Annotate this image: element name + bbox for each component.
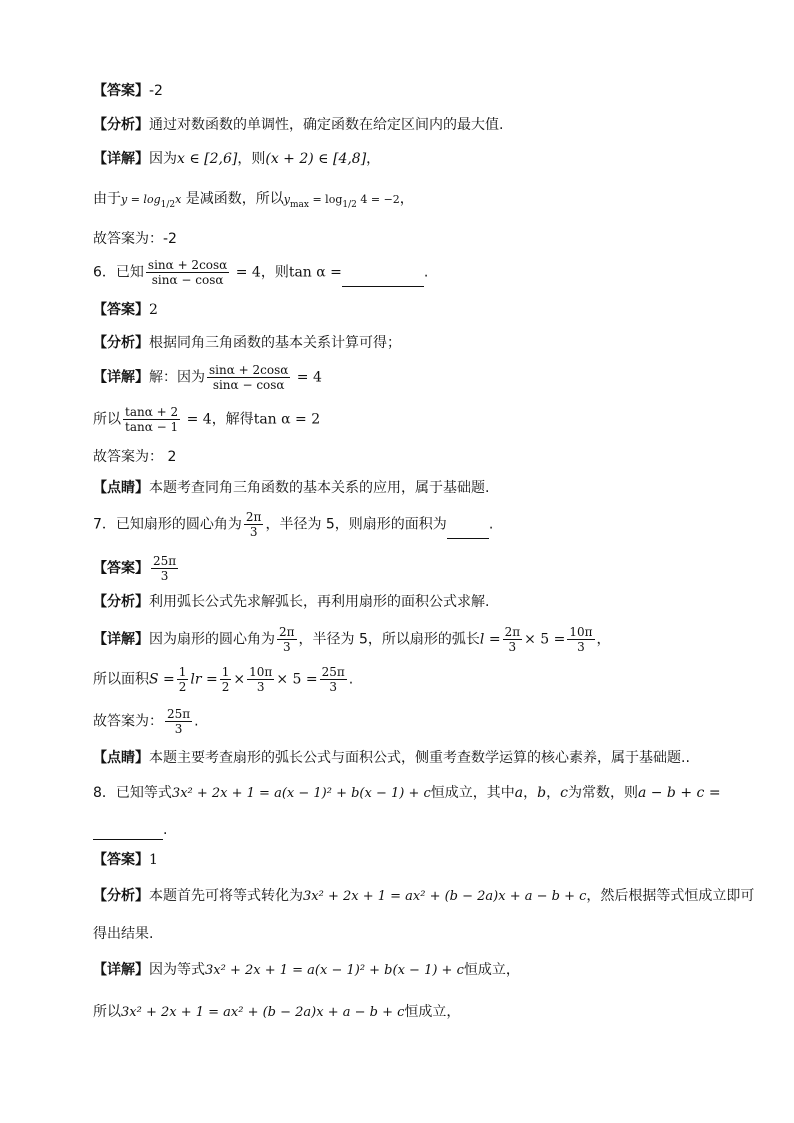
comment-line xyxy=(93,748,690,768)
fraction-den: 3 xyxy=(160,569,169,583)
question-6 xyxy=(93,258,428,287)
fraction xyxy=(177,665,189,694)
answer-blank xyxy=(93,825,163,840)
fraction-num: tanα + 2 xyxy=(125,405,179,419)
fraction xyxy=(207,363,290,392)
detail-tag: 【详解】 xyxy=(93,631,149,648)
fraction-den: 3 xyxy=(256,680,265,694)
answer-value: 1 xyxy=(149,852,158,868)
detail-text: 因为扇形的圆心角为 xyxy=(149,631,275,648)
math-expr: × xyxy=(233,671,246,688)
conclusion-line xyxy=(93,229,177,249)
detail-tag: 【详解】 xyxy=(93,151,149,167)
analysis-text: ，然后根据等式恒成立即可 xyxy=(586,888,755,904)
analysis-line xyxy=(93,115,503,135)
detail-line xyxy=(93,189,414,215)
question-text: 恒成立，其中 xyxy=(430,785,515,801)
fraction xyxy=(244,510,264,539)
question-text: 7．已知扇形的圆心角为 xyxy=(93,516,242,533)
detail-text: ，解得 xyxy=(211,411,254,428)
fraction-den: 3 xyxy=(508,640,517,654)
math-expr: x ∈ [2,6] xyxy=(177,151,238,167)
fraction xyxy=(503,625,523,654)
fraction-den: 3 xyxy=(249,525,258,539)
answer-line xyxy=(93,554,180,583)
analysis-tag: 【分析】 xyxy=(93,594,149,610)
answer-line xyxy=(93,81,163,101)
comment-text: 本题主要考查扇形的弧长公式与面积公式，侧重考查数学运算的核心素养，属于基础题.. xyxy=(149,750,690,766)
fraction-num: 1 xyxy=(178,665,187,679)
analysis-text: 根据同角三角函数的基本关系计算可得； xyxy=(149,335,401,351)
analysis-line xyxy=(93,592,489,612)
conclusion-line xyxy=(93,447,176,467)
subscript: max xyxy=(289,200,309,210)
detail-text: 所以面积 xyxy=(93,671,149,688)
analysis-line xyxy=(93,886,754,907)
conclusion-line xyxy=(93,707,199,736)
fraction-den: 3 xyxy=(329,680,337,694)
punct: . xyxy=(423,264,429,281)
math-var: x xyxy=(175,193,182,206)
punct: ， xyxy=(399,191,414,207)
answer-line xyxy=(93,300,158,320)
punct: . xyxy=(194,713,199,730)
punct: . xyxy=(348,671,354,688)
math-expr: = log xyxy=(308,193,343,206)
fraction xyxy=(220,665,232,694)
fraction-den: 3 xyxy=(282,640,291,654)
math-var: c xyxy=(560,785,568,801)
math-expr: 3x² + 2x + 1 = a(x − 1)² + b(x − 1) + c xyxy=(205,963,464,978)
math-expr: tan α = xyxy=(288,264,342,281)
fraction xyxy=(320,665,347,694)
fraction-num: 10π xyxy=(249,665,273,679)
math-var: a xyxy=(514,785,524,801)
answer-tag: 【答案】 xyxy=(93,302,149,318)
math-expr: y = log xyxy=(121,193,161,206)
fraction xyxy=(277,625,297,654)
detail-text: ，半径为 5，所以扇形的弧长 xyxy=(298,631,480,648)
fraction xyxy=(567,625,594,654)
detail-tag: 【详解】 xyxy=(93,369,149,386)
detail-text: 因为等式 xyxy=(149,962,205,978)
question-text: 为常数，则 xyxy=(567,785,638,801)
fraction xyxy=(165,707,192,736)
question-text: 6．已知 xyxy=(93,264,144,281)
log-base: 1/2 xyxy=(342,200,357,210)
math-var: b xyxy=(537,785,547,801)
fraction-num: 25π xyxy=(167,707,191,721)
conclusion-text: 故答案为： 2 xyxy=(93,449,177,465)
math-var: y xyxy=(283,193,290,206)
comment-text: 本题考查同角三角函数的基本关系的应用，属于基础题. xyxy=(149,480,490,496)
analysis-text: 利用弧长公式先求解弧长，再利用扇形的面积公式求解. xyxy=(149,594,490,610)
math-expr: 3x² + 2x + 1 = ax² + (b − 2a)x + a − b + c xyxy=(303,889,587,904)
fraction-num: 2π xyxy=(245,510,262,524)
analysis-line xyxy=(93,333,401,353)
answer-value: -2 xyxy=(149,83,163,99)
detail-text: 恒成立， xyxy=(404,1004,461,1020)
analysis-tag: 【分析】 xyxy=(93,888,149,904)
fraction xyxy=(123,405,180,434)
question-text: 8．已知等式 xyxy=(93,785,172,801)
detail-text: 所以 xyxy=(93,1004,121,1020)
fraction-den: sinα − cosα xyxy=(151,273,224,287)
fraction-num: sinα + 2cosα xyxy=(209,363,289,377)
fraction-den: 3 xyxy=(577,640,585,654)
fraction-den: 3 xyxy=(174,722,183,736)
fraction-num: 25π xyxy=(153,554,177,568)
detail-text: 恒成立， xyxy=(463,962,520,978)
math-expr: l = xyxy=(479,631,501,648)
fraction-num: 2π xyxy=(279,625,295,639)
comment-line xyxy=(93,478,489,498)
fraction-num: 25π xyxy=(321,665,345,679)
punct: ， xyxy=(546,785,561,801)
question-text: ，则 xyxy=(260,264,289,281)
fraction-den: tanα − 1 xyxy=(125,420,179,434)
fraction-den: 2 xyxy=(221,680,230,694)
math-expr: = 4 xyxy=(182,411,212,428)
detail-text: 所以 xyxy=(93,411,121,428)
answer-tag: 【答案】 xyxy=(93,560,149,577)
question-7 xyxy=(93,510,493,539)
fraction-num: sinα + 2cosα xyxy=(147,258,228,272)
math-expr: S = xyxy=(149,671,175,688)
answer-blank xyxy=(447,524,489,539)
detail-text: 因为 xyxy=(149,151,177,167)
detail-line xyxy=(93,625,611,654)
punct: ， xyxy=(596,631,611,648)
detail-text: 由于 xyxy=(93,191,121,207)
math-expr: = 4 xyxy=(292,369,322,386)
comment-tag: 【点睛】 xyxy=(93,480,149,496)
math-expr: × 5 = xyxy=(524,631,566,648)
fraction-num: 10π xyxy=(569,625,593,639)
punct: . xyxy=(163,822,168,838)
answer-blank-line xyxy=(93,820,167,840)
math-expr: tan α = 2 xyxy=(253,411,321,428)
fraction xyxy=(247,665,274,694)
fraction xyxy=(146,258,229,287)
answer-blank xyxy=(342,272,424,287)
analysis-text: 本题首先可将等式转化为 xyxy=(149,888,303,904)
math-expr: 3x² + 2x + 1 = a(x − 1)² + b(x − 1) + c xyxy=(171,786,431,801)
detail-text: 是减函数，所以 xyxy=(181,191,284,207)
answer-line xyxy=(93,850,158,870)
fraction-den: 2 xyxy=(178,680,187,694)
math-expr: = 4 xyxy=(231,264,261,281)
detail-line xyxy=(93,405,320,434)
math-expr: × 5 = xyxy=(276,671,318,688)
comment-tag: 【点睛】 xyxy=(93,750,149,766)
answer-value: 2 xyxy=(149,302,158,318)
math-expr: (x + 2) ∈ [4,8] xyxy=(265,151,367,167)
conclusion-text: 故答案为：-2 xyxy=(93,231,177,247)
question-text: ，半径为 5，则扇形的面积为 xyxy=(265,516,447,533)
math-expr: 3x² + 2x + 1 = ax² + (b − 2a)x + a − b + c xyxy=(121,1005,405,1020)
math-expr: 4 = −2 xyxy=(356,193,400,206)
question-8 xyxy=(93,783,721,804)
detail-line xyxy=(93,1002,460,1023)
detail-tag: 【详解】 xyxy=(93,962,149,978)
detail-text: ，则 xyxy=(237,151,266,167)
punct: ， xyxy=(366,151,381,167)
fraction-den: sinα − cosα xyxy=(212,378,285,392)
punct: . xyxy=(488,516,494,533)
detail-line xyxy=(93,665,353,694)
math-expr: a − b + c = xyxy=(637,785,721,801)
answer-tag: 【答案】 xyxy=(93,83,149,99)
detail-line xyxy=(93,960,520,981)
analysis-tag: 【分析】 xyxy=(93,335,149,351)
analysis-line xyxy=(93,924,153,944)
log-base: 1/2 xyxy=(160,200,176,210)
punct: ， xyxy=(523,785,538,801)
detail-line xyxy=(93,149,380,169)
fraction-num: 2π xyxy=(504,625,521,639)
detail-text: 解：因为 xyxy=(149,369,205,386)
analysis-text: 通过对数函数的单调性，确定函数在给定区间内的最大值. xyxy=(149,117,504,133)
detail-line xyxy=(93,363,322,392)
math-expr: lr = xyxy=(190,671,218,688)
conclusion-text: 故答案为： xyxy=(93,713,163,730)
fraction-num: 1 xyxy=(221,665,230,679)
analysis-tag: 【分析】 xyxy=(93,117,149,133)
analysis-text: 得出结果. xyxy=(93,926,154,942)
answer-tag: 【答案】 xyxy=(93,852,149,868)
fraction xyxy=(151,554,178,583)
